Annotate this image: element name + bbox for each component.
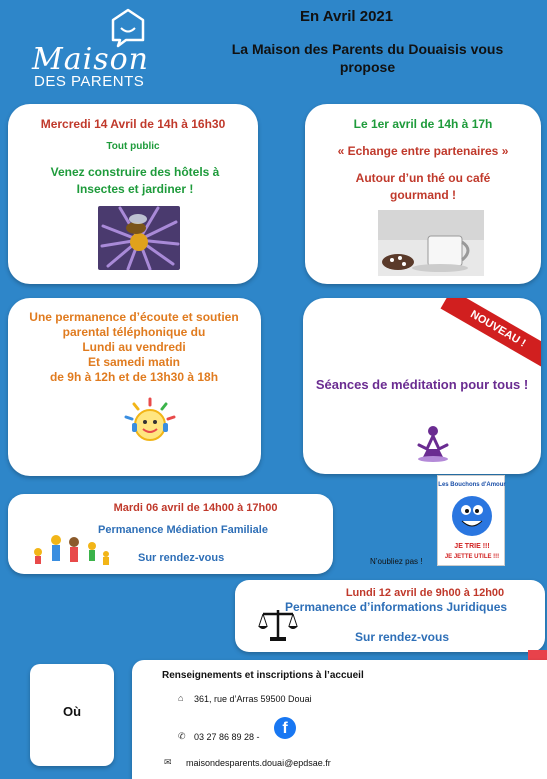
bouchons-line2: JE JETTE UTILE !!!: [444, 554, 500, 560]
bouchons-top-text: Les Bouchons d'Amour: [438, 482, 506, 488]
family-mediation-card: [8, 494, 333, 574]
phone-support-text: [14, 310, 254, 385]
legal-info-card: [235, 580, 545, 652]
bee-on-flower-image: [98, 206, 180, 270]
header: [0, 0, 547, 92]
new-ribbon: NOUVEAU !: [441, 298, 541, 369]
meditation-title: Séances de méditation pour tous !: [315, 377, 529, 392]
appointment-note: Sur rendez-vous: [355, 630, 450, 644]
event-date: Mardi 06 avril de 14h00 à 17h00: [113, 502, 278, 514]
coffee-cup-image: [378, 210, 484, 276]
support-hours: de 9h à 12h et de 13h30 à 18h: [49, 370, 219, 384]
support-line: Et samedi matin: [87, 355, 181, 369]
event-description: Venez construire des hôtels à Insectes et jardiner !: [50, 165, 220, 196]
reminder-note: N’oubliez pas !: [370, 557, 423, 566]
where-label: Où: [62, 704, 82, 719]
scales-of-justice-icon: [257, 606, 299, 642]
phone-icon: ✆: [178, 731, 186, 741]
support-line: parental téléphonique du: [62, 325, 206, 339]
meditation-pose-icon: [413, 423, 453, 463]
page-title: En Avril 2021: [300, 8, 394, 25]
phone-support-card: [8, 298, 261, 476]
bouchons-damour-poster: [437, 475, 505, 566]
meditation-card: [303, 298, 541, 474]
contact-email[interactable]: maisondesparents.douai@epdsae.fr: [186, 758, 331, 768]
event-date: Le 1er avril de 14h à 17h: [353, 117, 493, 131]
contact-title: Renseignements et inscriptions à l’accueil: [162, 670, 364, 681]
event-card-partners: [305, 104, 541, 284]
contact-phone[interactable]: 03 27 86 89 28 -: [194, 732, 260, 742]
event-title: Permanence Médiation Familiale: [98, 524, 268, 536]
smiley-headphones-icon: [120, 395, 180, 445]
logo-text-des-parents: DES PARENTS: [34, 73, 145, 90]
bouchons-mascot-image: [438, 476, 506, 567]
where-card: [30, 664, 114, 766]
envelope-icon: ✉: [164, 757, 172, 767]
family-figures-icon: [30, 534, 114, 568]
building-icon: ⌂: [178, 693, 184, 703]
event-date: Lundi 12 avril de 9h00 à 12h00: [345, 587, 505, 599]
event-description: Autour d’un thé ou café gourmand !: [355, 171, 491, 202]
event-title: Permanence d’informations Juridiques: [285, 600, 508, 614]
appointment-note: Sur rendez-vous: [138, 552, 225, 564]
contact-card: [132, 660, 547, 779]
contact-address: 361, rue d’Arras 59500 Douai: [194, 694, 312, 704]
event-card-insect-hotels: [8, 104, 258, 284]
support-line: Lundi au vendredi: [82, 340, 186, 354]
event-audience: Tout public: [106, 141, 160, 152]
event-quote: « Echange entre partenaires »: [337, 144, 509, 158]
facebook-icon[interactable]: f: [274, 717, 296, 739]
support-line: Une permanence d’écoute et soutien: [29, 310, 239, 324]
page-subtitle: La Maison des Parents du Douaisis vous propose: [231, 41, 504, 75]
event-date: Mercredi 14 Avril de 14h à 16h30: [40, 117, 226, 131]
logo-text-maison: Maison: [32, 42, 149, 77]
bouchons-line1: JE TRIE !!!: [454, 543, 490, 550]
